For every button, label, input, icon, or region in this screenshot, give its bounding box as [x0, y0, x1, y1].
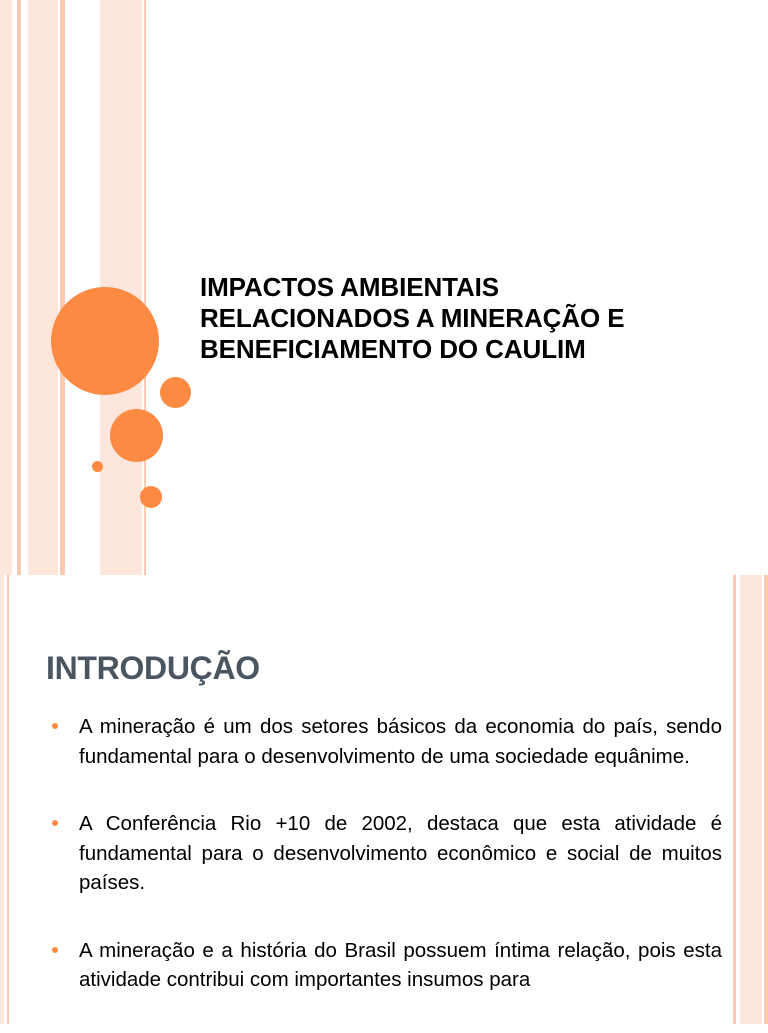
bullet-list: [52, 712, 722, 1033]
decorative-stripe: [60, 0, 65, 575]
decorative-stripe: [7, 575, 9, 1024]
medium-orange-circle: [110, 409, 163, 462]
decorative-stripe: [764, 575, 768, 1024]
decorative-stripe: [17, 0, 21, 575]
decorative-stripe: [28, 0, 58, 575]
decorative-stripe: [0, 575, 4, 1024]
bullet-text: A Conferência Rio +10 de 2002, destaca que esta atividade é fundamental para o desenvolvimento econômico e social de muitos países.: [79, 812, 722, 894]
decorative-stripe: [740, 575, 762, 1024]
orange-dot-icon: [52, 723, 58, 729]
slide-title: IMPACTOS AMBIENTAIS RELACIONADOS A MINERAÇÃO E BENEFICIAMENTO DO CAULIM: [200, 272, 625, 364]
list-item: [52, 936, 722, 995]
section-heading: INTRODUÇÃO: [46, 650, 260, 686]
bullet-text: A mineração é um dos setores básicos da economia do país, sendo fundamental para o desenvolvimento de uma sociedade equânime.: [79, 715, 722, 768]
orange-dot-icon: [52, 947, 58, 953]
list-item: [52, 712, 722, 771]
large-orange-circle: [51, 287, 159, 395]
small-orange-circle: [140, 486, 162, 508]
decorative-stripe: [0, 0, 12, 575]
decorative-stripe: [733, 575, 736, 1024]
orange-dot-icon: [52, 820, 58, 826]
small-orange-circle: [160, 377, 191, 408]
list-item: [52, 809, 722, 898]
tiny-orange-circle: [92, 461, 103, 472]
bullet-text: A mineração e a história do Brasil possuem íntima relação, pois esta atividade contribui com importantes insumos para: [79, 938, 722, 991]
